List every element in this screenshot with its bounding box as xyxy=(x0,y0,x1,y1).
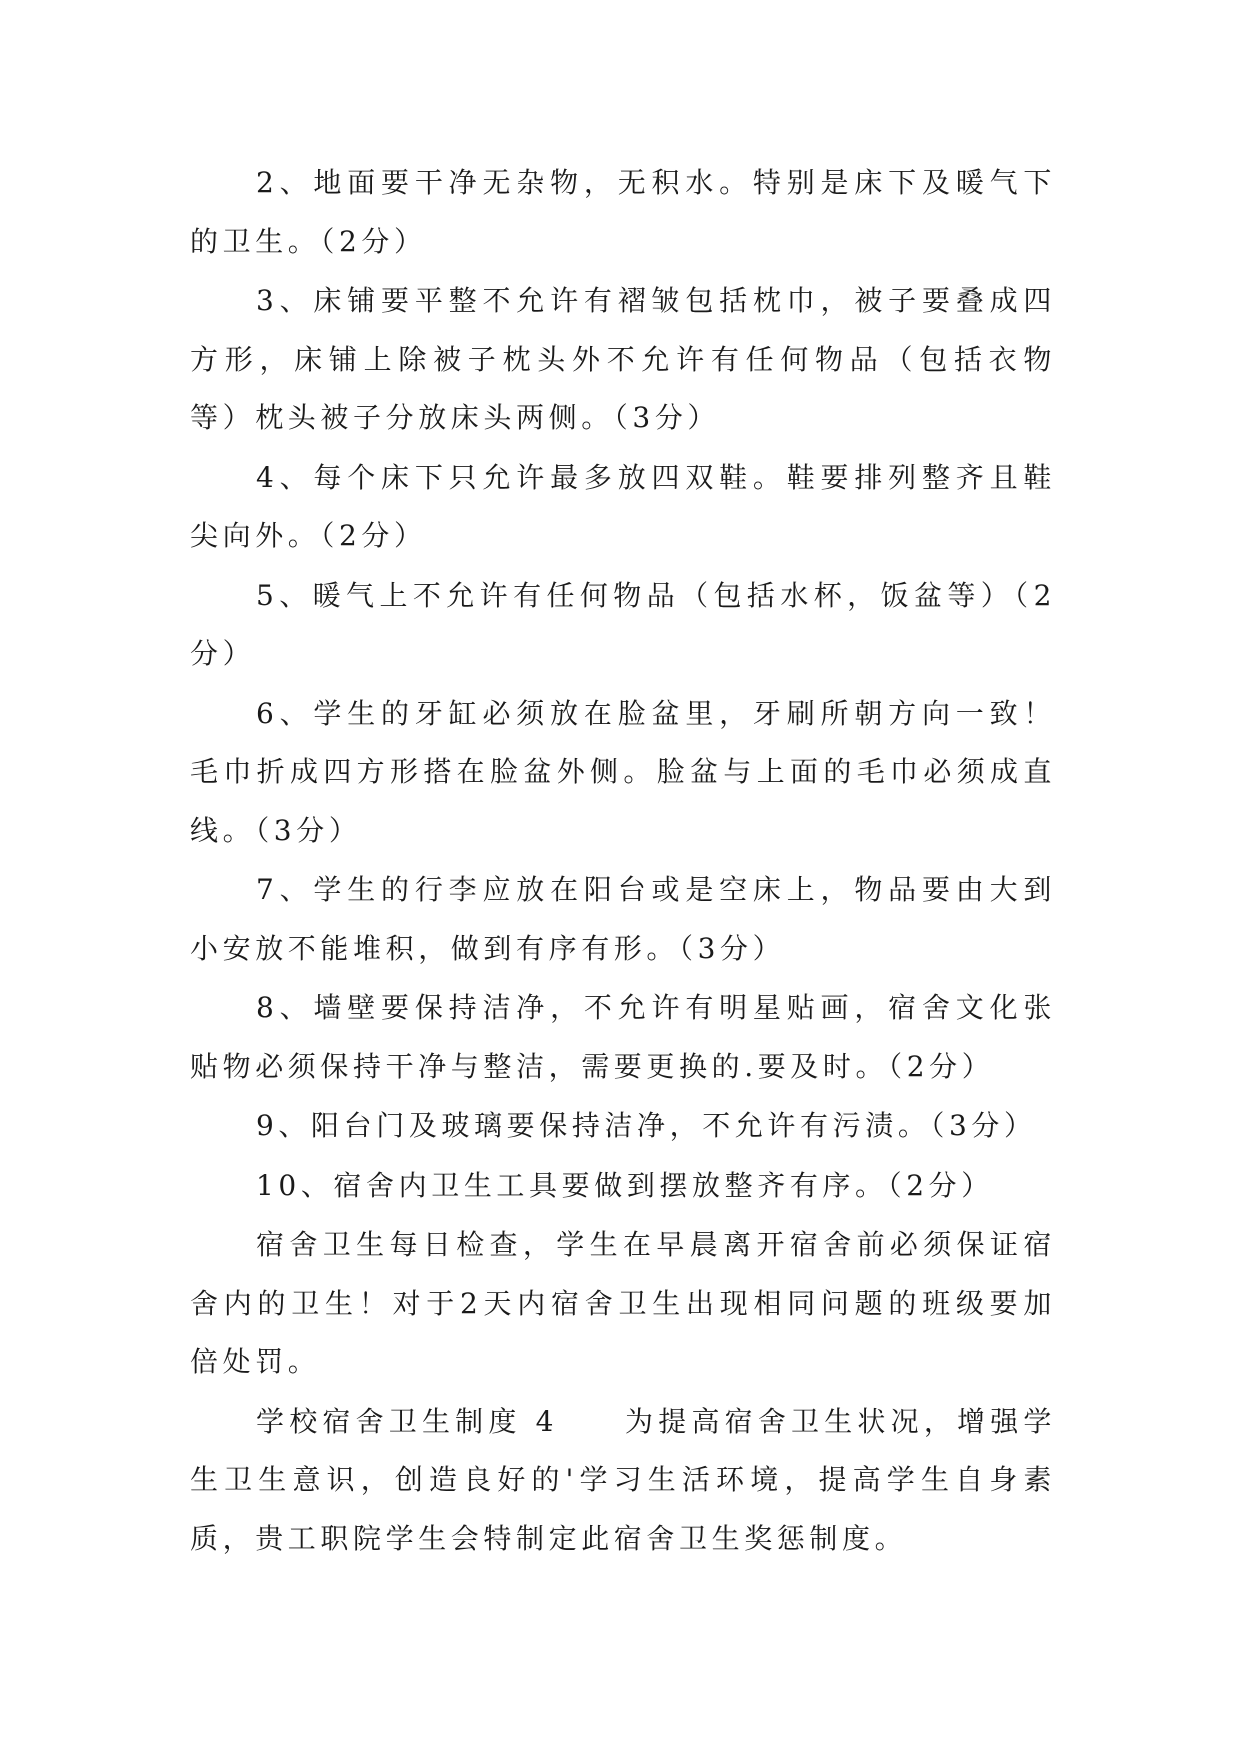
paragraph-item-3: 3、床铺要平整不允许有褶皱包括枕巾，被子要叠成四方形，床铺上除被子枕头外不允许有任何物品（包括衣物等）枕头被子分放床头两侧。（3分） xyxy=(190,284,1056,434)
paragraph-item-2: 2、地面要干净无杂物，无积水。特别是床下及暖气下的卫生。（2分） xyxy=(190,166,1056,258)
document-body xyxy=(190,154,1056,1569)
paragraph-item-7: 7、学生的行李应放在阳台或是空床上，物品要由大到小安放不能堆积，做到有序有形。（3分） xyxy=(190,873,1056,965)
paragraph-item-6: 6、学生的牙缸必须放在脸盆里，牙刷所朝方向一致！毛巾折成四方形搭在脸盆外侧。脸盆与上面的毛巾必须成直线。（3分） xyxy=(190,696,1056,847)
paragraph-item-5: 5、暖气上不允许有任何物品（包括水杯，饭盆等）（2分） xyxy=(190,578,1056,670)
paragraph-section-4-intro: 学校宿舍卫生制度 4 为提高宿舍卫生状况，增强学生卫生意识，创造良好的'学习生活环境，提高学生自身素质，贵工职院学生会特制定此宿舍卫生奖惩制度。 xyxy=(190,1404,1056,1555)
paragraph-item-4: 4、每个床下只允许最多放四双鞋。鞋要排列整齐且鞋尖向外。（2分） xyxy=(190,460,1056,552)
paragraph-daily-inspection: 宿舍卫生每日检查，学生在早晨离开宿舍前必须保证宿舍内的卫生！对于2天内宿舍卫生出现相同问题的班级要加倍处罚。 xyxy=(190,1228,1056,1378)
paragraph-item-9: 9、阳台门及玻璃要保持洁净，不允许有污渍。（3分） xyxy=(256,1109,1037,1142)
paragraph-item-8: 8、墙壁要保持洁净，不允许有明星贴画，宿舍文化张贴物必须保持干净与整洁，需要更换的.要及时。（2分） xyxy=(190,991,1056,1083)
paragraph-item-10: 10、宿舍内卫生工具要做到摆放整齐有序。（2分） xyxy=(256,1168,994,1202)
